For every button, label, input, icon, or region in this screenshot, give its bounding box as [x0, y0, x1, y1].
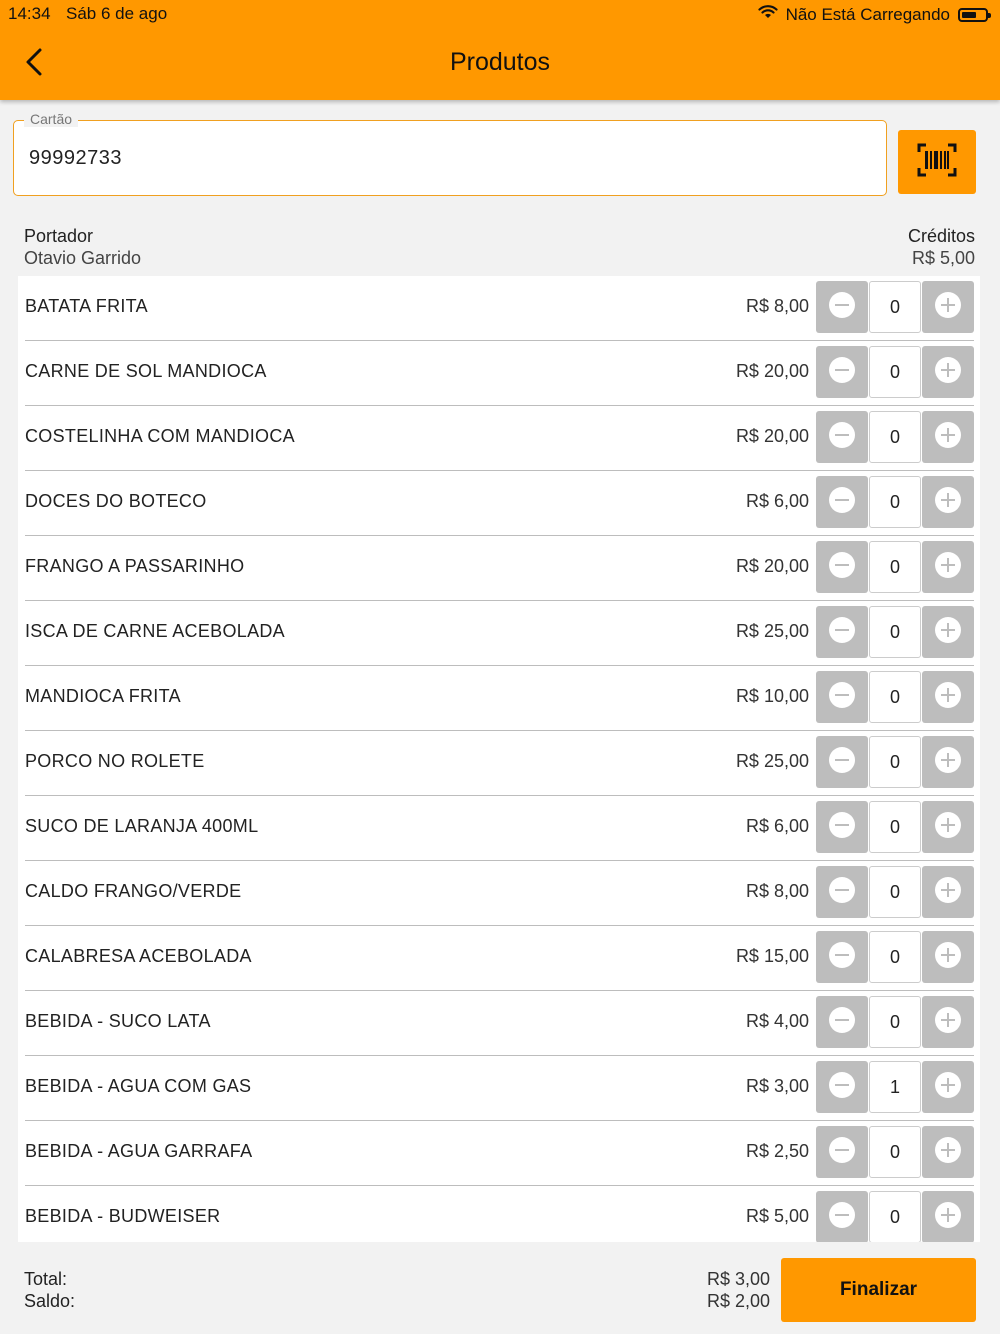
quantity-field[interactable]: 0: [869, 931, 921, 983]
product-price: R$ 5,00: [745, 1206, 809, 1226]
increase-quantity-button[interactable]: [922, 411, 974, 463]
product-row: [18, 471, 980, 536]
decrease-quantity-button[interactable]: [816, 476, 868, 528]
product-price: R$ 6,00: [745, 491, 809, 511]
minus-circle-icon: [828, 1136, 856, 1169]
card-number-input[interactable]: 99992733: [29, 147, 122, 169]
quantity-field[interactable]: 0: [869, 476, 921, 528]
minus-circle-icon: [828, 681, 856, 714]
quantity-field[interactable]: 0: [869, 801, 921, 853]
increase-quantity-button[interactable]: [922, 606, 974, 658]
decrease-quantity-button[interactable]: [816, 671, 868, 723]
increase-quantity-button[interactable]: [922, 801, 974, 853]
quantity-field[interactable]: 0: [869, 671, 921, 723]
product-row: [18, 796, 980, 861]
product-row: [18, 926, 980, 991]
product-name: BEBIDA - AGUA GARRAFA: [25, 1141, 253, 1161]
plus-circle-icon: [934, 486, 962, 519]
scan-barcode-button[interactable]: [898, 130, 976, 194]
quantity-field[interactable]: 0: [869, 541, 921, 593]
decrease-quantity-button[interactable]: [816, 346, 868, 398]
quantity-field[interactable]: 0: [869, 281, 921, 333]
finish-button[interactable]: Finalizar: [781, 1258, 976, 1322]
decrease-quantity-button[interactable]: [816, 606, 868, 658]
credits-value: R$ 5,00: [911, 248, 975, 268]
product-name: BEBIDA - AGUA COM GAS: [25, 1076, 252, 1096]
product-name: BEBIDA - BUDWEISER: [25, 1206, 221, 1226]
product-name: CARNE DE SOL MANDIOCA: [25, 361, 267, 381]
balance-label: Saldo:: [24, 1291, 76, 1311]
minus-circle-icon: [828, 1071, 856, 1104]
minus-circle-icon: [828, 421, 856, 454]
holder-name: Otavio Garrido: [24, 248, 142, 268]
product-name: BEBIDA - SUCO LATA: [25, 1011, 211, 1031]
decrease-quantity-button[interactable]: [816, 411, 868, 463]
product-row: [18, 666, 980, 731]
plus-circle-icon: [934, 356, 962, 389]
status-right: [758, 4, 988, 25]
decrease-quantity-button[interactable]: [816, 1191, 868, 1242]
minus-circle-icon: [828, 486, 856, 519]
card-field-label: Cartão: [24, 111, 78, 127]
decrease-quantity-button[interactable]: [816, 541, 868, 593]
plus-circle-icon: [934, 811, 962, 844]
product-name: CALABRESA ACEBOLADA: [25, 946, 252, 966]
increase-quantity-button[interactable]: [922, 866, 974, 918]
product-name: FRANGO A PASSARINHO: [25, 556, 245, 576]
product-price: R$ 8,00: [745, 296, 809, 316]
barcode-scan-icon: [917, 143, 957, 182]
plus-circle-icon: [934, 1136, 962, 1169]
decrease-quantity-button[interactable]: [816, 866, 868, 918]
increase-quantity-button[interactable]: [922, 671, 974, 723]
product-row: [18, 536, 980, 601]
product-row: [18, 861, 980, 926]
product-price: R$ 4,00: [745, 1011, 809, 1031]
plus-circle-icon: [934, 551, 962, 584]
status-date: Sáb 6 de ago: [66, 4, 168, 23]
minus-circle-icon: [828, 811, 856, 844]
increase-quantity-button[interactable]: [922, 1191, 974, 1242]
decrease-quantity-button[interactable]: [816, 801, 868, 853]
holder-label: Portador: [24, 226, 94, 246]
product-row: [18, 276, 980, 341]
product-price: R$ 6,00: [745, 816, 809, 836]
decrease-quantity-button[interactable]: [816, 931, 868, 983]
quantity-field[interactable]: 0: [869, 736, 921, 788]
decrease-quantity-button[interactable]: [816, 736, 868, 788]
plus-circle-icon: [934, 616, 962, 649]
product-name: ISCA DE CARNE ACEBOLADA: [25, 621, 285, 641]
total-label: Total:: [24, 1269, 68, 1289]
charging-status: Não Está Carregando: [785, 4, 950, 24]
product-price: R$ 20,00: [735, 426, 809, 446]
product-row: [18, 991, 980, 1056]
quantity-field[interactable]: 1: [869, 1061, 921, 1113]
quantity-field[interactable]: 0: [869, 996, 921, 1048]
product-row: [18, 406, 980, 471]
product-list[interactable]: [18, 276, 980, 1242]
minus-circle-icon: [828, 291, 856, 324]
credits-label: Créditos: [907, 226, 975, 246]
quantity-field[interactable]: 0: [869, 411, 921, 463]
product-price: R$ 25,00: [735, 751, 809, 771]
minus-circle-icon: [828, 1006, 856, 1039]
product-price: R$ 20,00: [735, 556, 809, 576]
plus-circle-icon: [934, 291, 962, 324]
minus-circle-icon: [828, 941, 856, 974]
plus-circle-icon: [934, 1201, 962, 1234]
plus-circle-icon: [934, 941, 962, 974]
decrease-quantity-button[interactable]: [816, 1126, 868, 1178]
product-row: [18, 341, 980, 406]
product-row: [18, 601, 980, 666]
battery-icon: [958, 8, 988, 22]
page-title: Produtos: [449, 48, 551, 76]
product-name: BATATA FRITA: [25, 296, 148, 316]
quantity-field[interactable]: 0: [869, 606, 921, 658]
quantity-field[interactable]: 0: [869, 1191, 921, 1242]
increase-quantity-button[interactable]: [922, 281, 974, 333]
product-price: R$ 15,00: [735, 946, 809, 966]
product-price: R$ 10,00: [735, 686, 809, 706]
quantity-field[interactable]: 0: [869, 346, 921, 398]
status-time: 14:34: [8, 4, 51, 23]
decrease-quantity-button[interactable]: [816, 281, 868, 333]
plus-circle-icon: [934, 681, 962, 714]
minus-circle-icon: [828, 616, 856, 649]
plus-circle-icon: [934, 421, 962, 454]
increase-quantity-button[interactable]: [922, 1126, 974, 1178]
product-price: R$ 20,00: [735, 361, 809, 381]
decrease-quantity-button[interactable]: [816, 996, 868, 1048]
increase-quantity-button[interactable]: [922, 1061, 974, 1113]
product-name: COSTELINHA COM MANDIOCA: [25, 426, 295, 446]
increase-quantity-button[interactable]: [922, 996, 974, 1048]
product-name: CALDO FRANGO/VERDE: [25, 881, 242, 901]
plus-circle-icon: [934, 1071, 962, 1104]
minus-circle-icon: [828, 356, 856, 389]
minus-circle-icon: [828, 551, 856, 584]
product-name: DOCES DO BOTECO: [25, 491, 207, 511]
increase-quantity-button[interactable]: [922, 346, 974, 398]
product-name: MANDIOCA FRITA: [25, 686, 181, 706]
product-price: R$ 8,00: [745, 881, 809, 901]
minus-circle-icon: [828, 876, 856, 909]
plus-circle-icon: [934, 746, 962, 779]
wifi-icon: [758, 4, 778, 25]
plus-circle-icon: [934, 876, 962, 909]
product-price: R$ 3,00: [745, 1076, 809, 1096]
increase-quantity-button[interactable]: [922, 476, 974, 528]
quantity-field[interactable]: 0: [869, 866, 921, 918]
minus-circle-icon: [828, 746, 856, 779]
minus-circle-icon: [828, 1201, 856, 1234]
product-row: [18, 1056, 980, 1121]
increase-quantity-button[interactable]: [922, 736, 974, 788]
app-header: [0, 0, 1000, 100]
decrease-quantity-button[interactable]: [816, 1061, 868, 1113]
card-number-field[interactable]: [13, 111, 887, 196]
product-name: SUCO DE LARANJA 400ML: [25, 816, 259, 836]
product-row: [18, 1186, 980, 1242]
balance-value: R$ 2,00: [706, 1291, 770, 1311]
product-price: R$ 2,50: [745, 1141, 809, 1161]
total-value: R$ 3,00: [706, 1269, 770, 1289]
product-row: [18, 1121, 980, 1186]
product-name: PORCO NO ROLETE: [25, 751, 205, 771]
plus-circle-icon: [934, 1006, 962, 1039]
quantity-field[interactable]: 0: [869, 1126, 921, 1178]
increase-quantity-button[interactable]: [922, 541, 974, 593]
product-row: [18, 731, 980, 796]
product-price: R$ 25,00: [735, 621, 809, 641]
increase-quantity-button[interactable]: [922, 931, 974, 983]
